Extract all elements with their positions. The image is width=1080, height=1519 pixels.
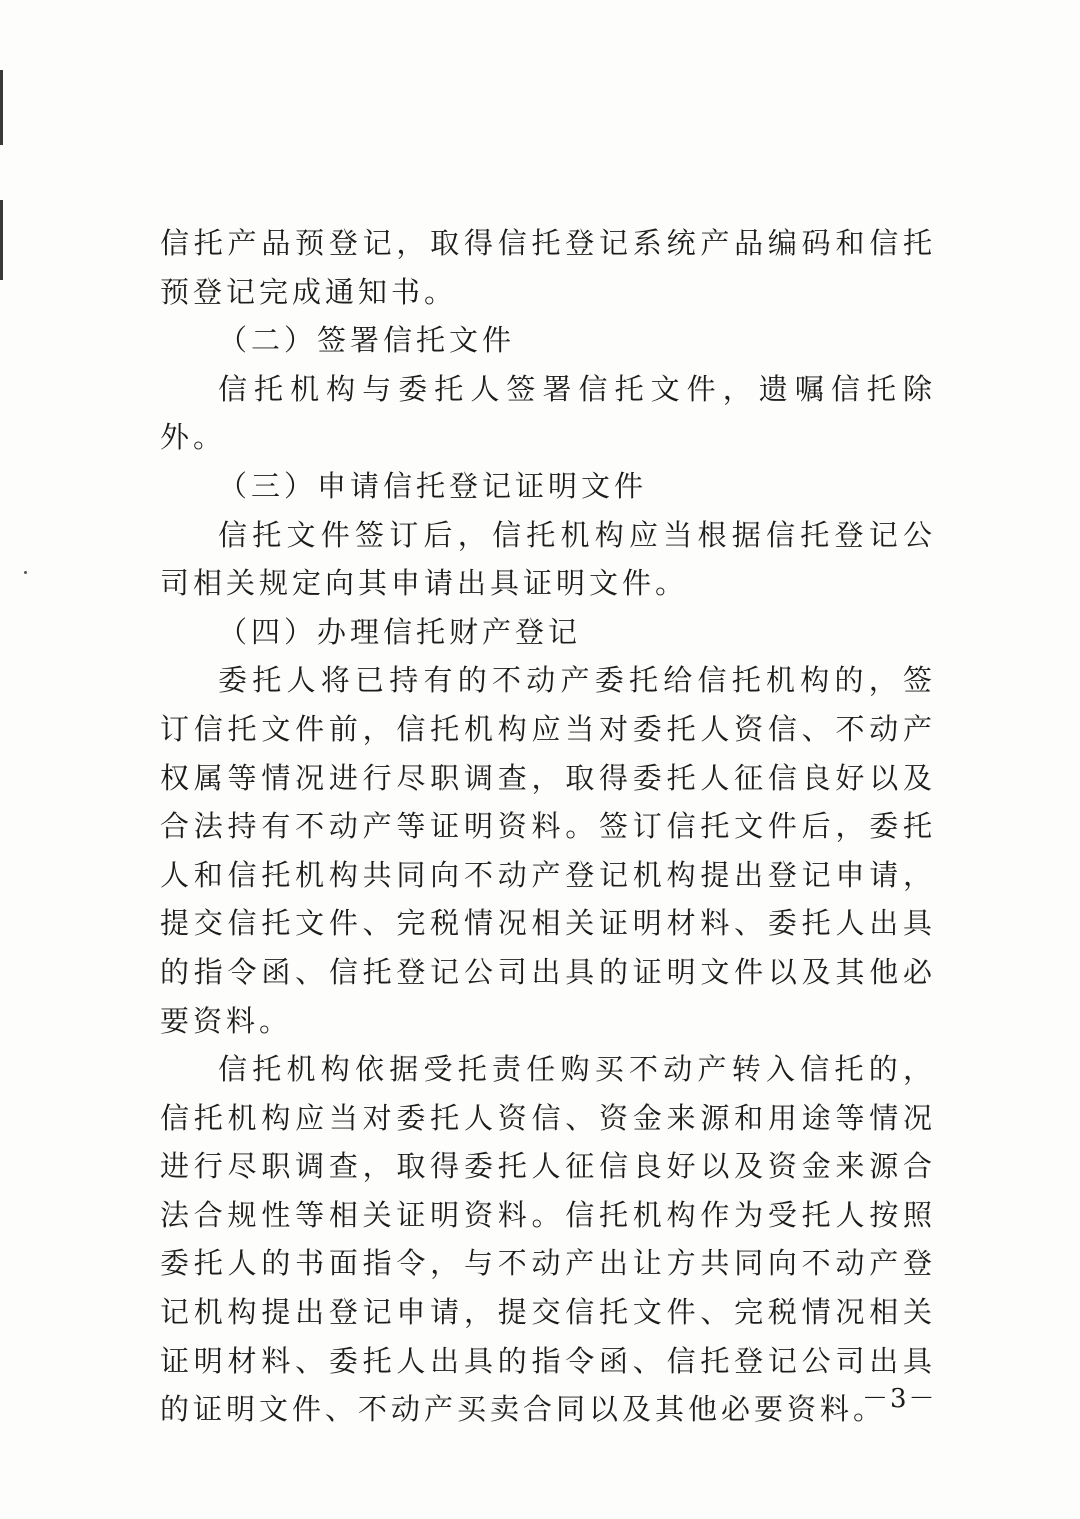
document-body: [160, 219, 936, 1434]
paragraph-sign-trust-documents: 信托机构与委托人签署信托文件，遗嘱信托除外。: [160, 371, 936, 455]
scan-speck: [24, 571, 27, 574]
scan-edge-mark: [0, 70, 3, 145]
heading-property-registration: （四）办理信托财产登记: [218, 614, 582, 649]
scan-edge-mark: [0, 200, 3, 280]
heading-sign-trust-documents: （二）签署信托文件: [218, 323, 516, 358]
heading-apply-certificate: （三）申请信托登记证明文件: [218, 468, 648, 503]
paragraph-existing-property: 委托人将已持有的不动产委托给信托机构的，签订信托文件前，信托机构应当对委托人资信、不动产权属等情况进行尽职调查，取得委托人征信良好以及合法持有不动产等证明资料。签订信托文件后，委托人和信托机构共同向不动产登记机构提出登记申请，提交信托文件、完税情况相关证明材料、委托人出具的指令函、信托登记公司出具的证明文件以及其他必要资料。: [160, 663, 936, 1038]
paragraph-apply-certificate: 信托文件签订后，信托机构应当根据信托登记公司相关规定向其申请出具证明文件。: [160, 517, 936, 601]
paragraph-preregistration: 信托产品预登记，取得信托登记系统产品编码和信托预登记完成通知书。: [160, 226, 936, 309]
paragraph-purchased-property: 信托机构依据受托责任购买不动产转入信托的，信托机构应当对委托人资信、资金来源和用途等情况进行尽职调查，取得委托人征信良好以及资金来源合法合规性等相关证明资料。信托机构作为受托人按照委托人的书面指令，与不动产出让方共同向不动产登记机构提出登记申请，提交信托文件、完税情况相关证明材料、委托人出具的指令函、信托登记公司出具的证明文件、不动产买卖合同以及其他必要资料。: [160, 1052, 936, 1427]
page-number: －3－: [862, 1384, 937, 1414]
